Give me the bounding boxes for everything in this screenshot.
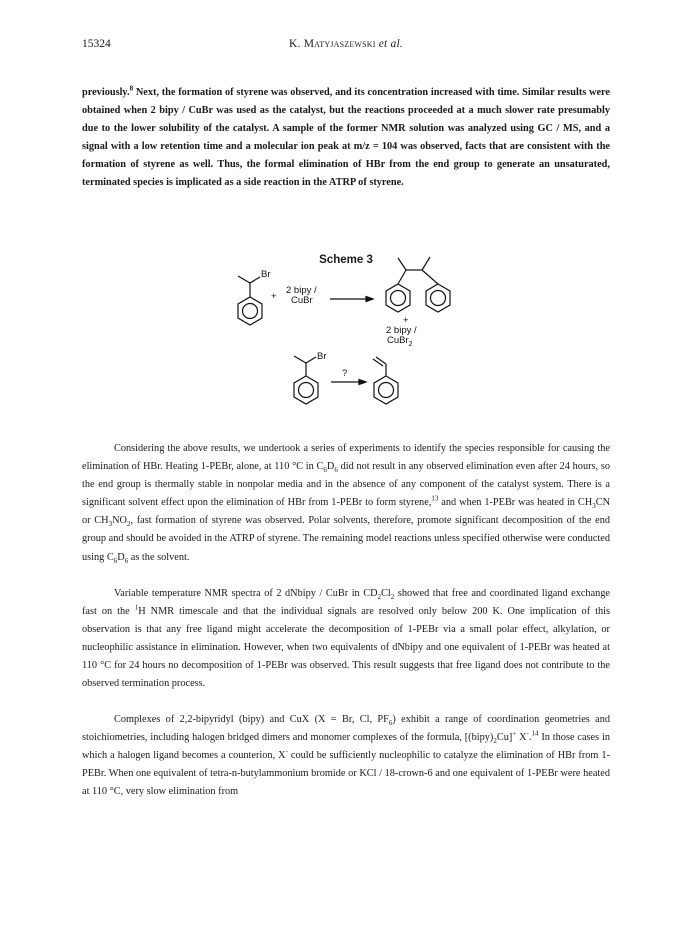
- styrene-structure: [373, 357, 398, 404]
- text-run: Complexes of 2,2-bipyridyl (bipy) and CuX (X = Br, Cl, PF: [114, 714, 389, 725]
- scheme-3-diagram: [0, 0, 692, 440]
- superscript: -: [526, 729, 529, 738]
- plus-sign: +: [403, 315, 409, 326]
- running-head-initial: K. M: [289, 38, 315, 50]
- text-run: Variable temperature NMR spectra of 2 dNbipy / CuBr in CD: [114, 588, 378, 599]
- text-run: In those cases in which a halogen ligand becomes a counterion, X: [82, 732, 610, 762]
- page-number: 15324: [82, 38, 111, 50]
- subscript: 2: [390, 593, 395, 602]
- subscript: 6: [323, 466, 327, 475]
- pebr-structure-bottom: [294, 356, 318, 404]
- reagent-label: 2 bipy /: [286, 285, 317, 296]
- subscript: 2: [493, 737, 497, 746]
- text-run: Cu]: [496, 732, 513, 744]
- text-run: previously.: [82, 87, 130, 98]
- question-mark: ?: [342, 368, 348, 379]
- paragraph-complexes: [82, 711, 610, 801]
- text-run: could be sufficiently nucleophilic to catalyze the elimination of HBr from 1-PEBr. When one equivalent of tetra-n-butylammonium bromide or KCl / 18-crown-6 and one equivalent of 1-PEBr were heated at 110 °C, very slow elimination from: [82, 750, 610, 798]
- reference-superscript: 13: [431, 494, 439, 503]
- subscript: 6: [334, 466, 338, 475]
- reaction-arrow-top: [330, 297, 373, 302]
- subscript: 3: [592, 502, 596, 511]
- dimer-product-structure: [386, 257, 450, 312]
- reaction-arrow-bottom: [331, 380, 366, 385]
- text-run: did not result in any observed elimination even after 24 hours, so the end group is thermally stable in nonpolar media and in the absence of any component of the catalyst system. There is a significant solvent effect upon the elimination of HBr from 1-PEBr to form styrene,: [82, 461, 610, 509]
- subscript: 6: [388, 719, 393, 728]
- text-run: D: [117, 551, 125, 563]
- byproduct-label: CuBr$_2$: [387, 335, 413, 348]
- running-head-etal: et al.: [378, 38, 403, 50]
- bromine-label-top: Br: [261, 269, 271, 280]
- text-run: showed that free and coordinated ligand exchange fast on the: [82, 588, 611, 618]
- reference-superscript: 14: [531, 729, 539, 738]
- superscript: 1: [134, 603, 139, 612]
- text-run: X: [516, 732, 527, 744]
- text-run: ) exhibit a range of coordination geometries and stoichiometries, including halogen bridged dimers and monomer complexes of the formula, [(bipy): [82, 714, 610, 744]
- paragraph-considering: [82, 440, 610, 567]
- subscript: 2: [377, 593, 382, 602]
- bromine-label-bottom: Br: [317, 351, 327, 362]
- text-run: Cl: [381, 588, 391, 599]
- subscript: 6: [124, 556, 129, 565]
- text-run: CN or CH: [82, 497, 611, 527]
- text-run: Next, the formation of styrene was observed, and its concentration increased with time. Similar results were obtained when 2 bipy / CuBr was used as the catalyst, but the reactions proceeded at a much slower rate presumably due to the lower solubility of the catalyst. A sample of the former NMR solution was analyzed using GC / MS, and a signal with a low retention time and a molecular ion peak at m/z = 104 was observed, facts that are consistent with the formation of styrene as well. Thus, the formal elimination of HBr from the end group to generate an unsaturated, terminated species is implicated as a side reaction in the ATRP of styrene.: [82, 87, 610, 189]
- text-run: H NMR timescale and that the individual signals are resolved only below 200 K. One implication of this observation is that any free ligand might accelerate the decomposition of 1-PEBr via a small polar effect, alkylation, or nucleophilic assistance in elimination. However, when two equivalents of dNbipy and one equivalent of 1-PEBr was heated at 110 °C for 24 hours no decomposition of 1-PEBr was observed. This result suggests that free ligand does not contribute to the observed termination process.: [82, 606, 611, 690]
- scheme-title: Scheme 3: [319, 254, 373, 266]
- superscript: +: [512, 729, 517, 738]
- text-run: .: [528, 732, 532, 744]
- reference-superscript: 8: [129, 84, 134, 93]
- pebr-structure-top: [238, 276, 262, 325]
- byproduct-label: 2 bipy /: [386, 325, 417, 336]
- text-run: NO: [112, 515, 127, 527]
- subscript: 3: [108, 520, 113, 529]
- text-run: D: [326, 461, 335, 473]
- subscript: 6: [113, 556, 118, 565]
- text-run: Considering the above results, we undertook a series of experiments to identify the species responsible for causing the elimination of HBr. Heating 1-PEBr, alone, at 110 °C in C: [82, 443, 610, 473]
- reagent-label: CuBr: [291, 295, 313, 306]
- plus-sign: +: [271, 291, 277, 302]
- text-run: and when 1-PEBr was heated in CH: [438, 497, 593, 509]
- text-run: as the solvent.: [128, 551, 190, 563]
- superscript: -: [285, 747, 288, 756]
- subscript: 2: [126, 520, 131, 529]
- running-head-author: atyjaszewski: [314, 38, 376, 50]
- text-run: , fast formation of styrene was observed. Polar solvents, therefore, promote significant decomposition of the end group and should be avoided in the ATRP of styrene. The remaining model reactions unless specified otherwise were conducted using C: [82, 515, 610, 563]
- paragraph-variable-temperature: [82, 585, 610, 694]
